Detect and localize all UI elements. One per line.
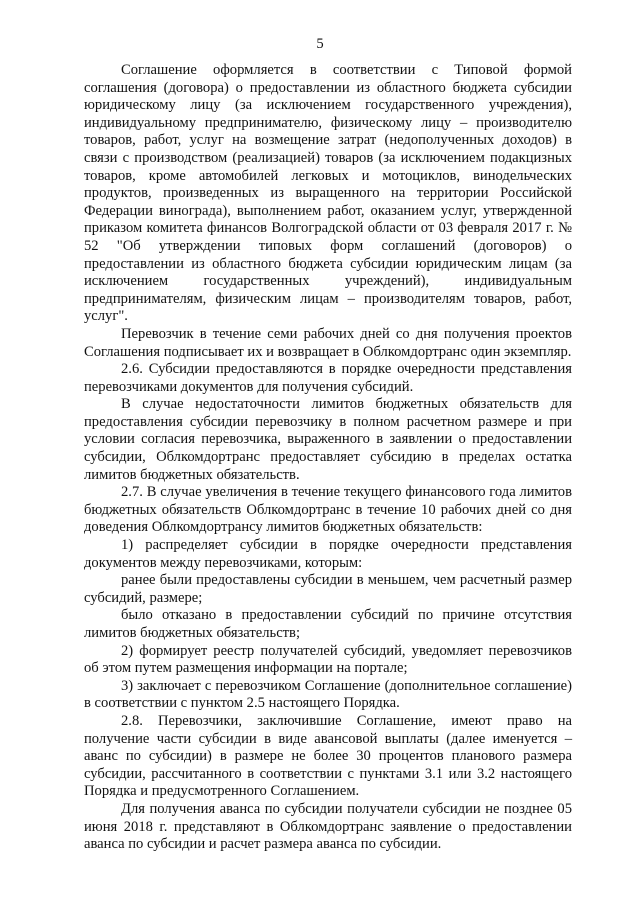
paragraph-insufficient-limits: В случае недостаточности лимитов бюджетных обязательств для предоставления субсидии перевозчику в полном расчетном размере и при условии согласия перевозчика, выраженного в заявлении о предоставлении субсидии, Облкомдортранс предоставляет субсидию в пределах остатка лимитов бюджетных обязательств. [84, 396, 572, 483]
paragraph-2-7-item-1a: ранее были предоставлены субсидии в меньшем, чем расчетный размер субсидий, размере; [84, 572, 572, 606]
paragraph-2-7-item-1: 1) распределяет субсидии в порядке очередности представления документов между перевозчиками, которым: [84, 537, 572, 571]
paragraph-agreement-form: Соглашение оформляется в соответствии с Типовой формой соглашения (договора) о предоставлении из областного бюджета субсидии юридическому лицу (за исключением государственного учреждения), индивидуальному предпринимателю, физическому лицу – производителю товаров, работ, услуг на возмещение затрат (недополученных доходов) в связи с производством (реализацией) товаров (за исключением подакцизных товаров, кроме автомобилей легковых и мотоциклов, винодельческих продуктов, произведенных из выращенного на территории Российской Федерации винограда), выполнением работ, оказанием услуг, утвержденной приказом комитета финансов Волгоградской области от 03 февраля 2017 г. № 52 "Об утверждении типовых форм соглашений (договоров) о предоставлении из областного бюджета субсидии юридическим лицам (за исключением государственных учреждений), индивидуальным предпринимателям, физическим лицам – производителям товаров, работ, услуг". [84, 62, 572, 325]
paragraph-2-6: 2.6. Субсидии предоставляются в порядке очередности представления перевозчиками документов для получения субсидий. [84, 361, 572, 395]
page-number: 5 [316, 36, 324, 52]
paragraph-2-8: 2.8. Перевозчики, заключившие Соглашение, имеют право на получение части субсидии в виде авансовой выплаты (далее именуется – аванс по субсидии) в размере не более 30 процентов планового размера субсидии, рассчитанного в соответствии с пунктами 3.1 или 3.2 настоящего Порядка и предусмотренного Соглашением. [84, 712, 572, 800]
document-body [84, 62, 572, 854]
paragraph-2-7-item-1b: было отказано в предоставлении субсидий по причине отсутствия лимитов бюджетных обязательств; [84, 607, 572, 641]
paragraph-2-7-item-3: 3) заключает с перевозчиком Соглашение (дополнительное соглашение) в соответствии с пунктом 2.5 настоящего Порядка. [84, 677, 572, 712]
paragraph-2-7: 2.7. В случае увеличения в течение текущего финансового года лимитов бюджетных обязательств Облкомдортранс в течение 10 рабочих дней со дня доведения Облкомдортрансу лимитов бюджетных обязательств: [84, 484, 572, 536]
paragraph-carrier-signing: Перевозчик в течение семи рабочих дней со дня получения проектов Соглашения подписывает их и возвращает в Облкомдортранс один экземпляр. [84, 325, 572, 360]
paragraph-advance-application: Для получения аванса по субсидии получатели субсидии не позднее 05 июня 2018 г. представляют в Облкомдортранс заявление о предоставлении аванса по субсидии и расчет размера аванса по субсидии. [84, 800, 572, 853]
paragraph-2-7-item-2: 2) формирует реестр получателей субсидий, уведомляет перевозчиков об этом путем размещения информации на портале; [84, 642, 572, 677]
